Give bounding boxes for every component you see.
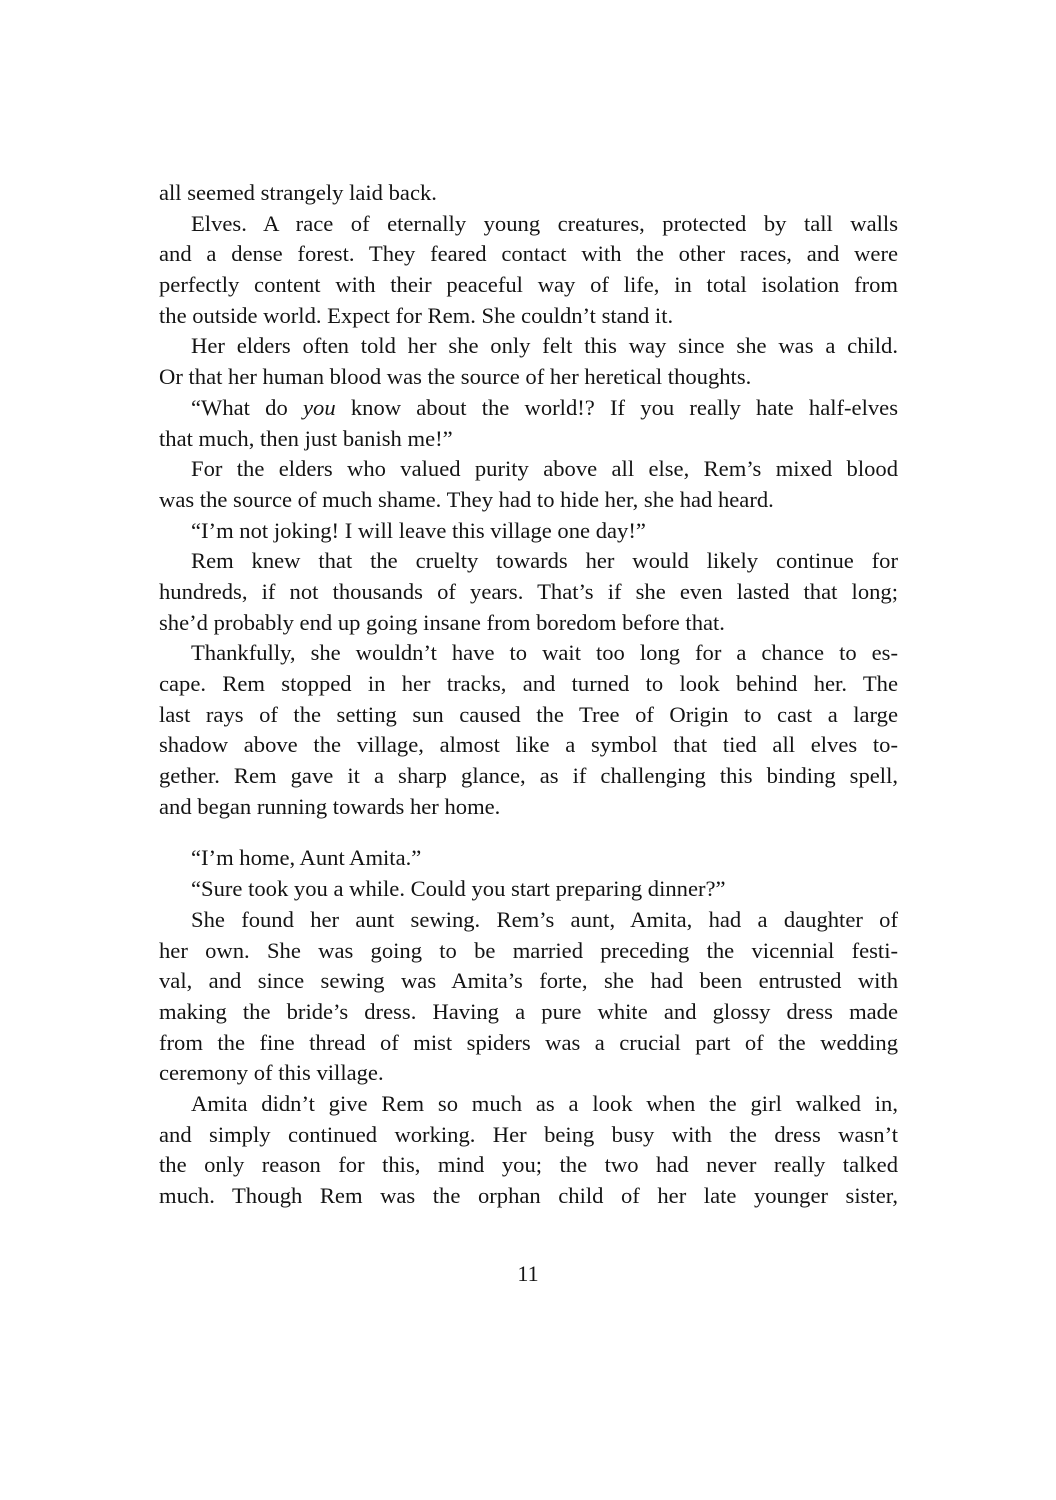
paragraph-dialogue [159,874,898,905]
text-line: Or that her human blood was the source of her heretical thoughts. [159,364,752,390]
paragraph [159,1089,898,1212]
text-line: “I’m home, Aunt Amita.” [191,845,422,871]
text-line: was the source of much shame. They had to hide her, she had heard. [159,486,774,512]
text-line: that much, then just banish me!” [159,425,453,451]
text-line: gether. Rem gave it a sharp glance, as if challenging this binding spell, [159,763,898,789]
paragraph-dialogue [159,393,898,454]
text-line: ceremony of this village. [159,1060,384,1086]
paragraph [159,546,898,638]
paragraph [159,209,898,332]
body-text [159,178,898,1212]
text-line: all seemed strangely laid back. [159,180,437,205]
text-line: cape. Rem stopped in her tracks, and turned to look behind her. The [159,671,898,696]
paragraph-dialogue [159,843,898,874]
text-line: last rays of the setting sun caused the Tree of Origin to cast a large [159,701,898,727]
paragraph [159,638,898,822]
text-line: Thankfully, she wouldn’t have to wait too long for a chance to es- [191,640,898,666]
paragraph-dialogue [159,516,898,547]
paragraph [159,331,898,392]
paragraph [159,905,898,1089]
text-line: Her elders often told her she only felt this way since she was a child. [191,333,898,359]
text-line: her own. She was going to be married preceding the vicennial festi- [159,937,898,963]
text-line: val, and since sewing was Amita’s forte, she had been entrusted with [159,968,898,994]
text-line: hundreds, if not thousands of years. That’s if she even lasted that long; [159,578,898,604]
text-line: Elves. A race of eternally young creatures, protected by tall walls [191,210,898,236]
text-line: much. Though Rem was the orphan child of her late younger sister, [159,1183,898,1208]
text-line: from the fine thread of mist spiders was a crucial part of the wedding [159,1029,898,1055]
text-line: and simply continued working. Her being busy with the dress wasn’t [159,1121,898,1147]
text-line: “Sure took you a while. Could you start preparing dinner?” [191,876,726,902]
text-line: the only reason for this, mind you; the two had never really talked [159,1152,898,1178]
text-line: Amita didn’t give Rem so much as a look when the girl walked in, [191,1090,898,1116]
paragraph [159,454,898,515]
text-line [159,393,898,424]
text-line: Rem knew that the cruelty towards her would likely continue for [191,548,898,574]
section-break [159,822,898,843]
text-line: she’d probably end up going insane from boredom before that. [159,609,725,635]
text-line: perfectly content with their peaceful way of life, in total isolation from [159,272,898,298]
paragraph [159,178,898,209]
text-line: She found her aunt sewing. Rem’s aunt, Amita, had a daughter of [191,906,898,932]
text-line: and began running towards her home. [159,793,501,819]
text-line: shadow above the village, almost like a symbol that tied all elves to- [159,732,898,758]
text-line: making the bride’s dress. Having a pure white and glossy dress made [159,998,898,1024]
text-line: “I’m not joking! I will leave this village one day!” [191,517,646,543]
text-line: the outside world. Expect for Rem. She couldn’t stand it. [159,302,674,328]
text-line: and a dense forest. They feared contact with the other races, and were [159,241,898,267]
text-line: For the elders who valued purity above all else, Rem’s mixed blood [191,456,898,482]
page-number: 11 [517,1261,539,1286]
emphasis-text: you [303,394,336,420]
text-run: “What do [191,394,303,420]
text-run: know about the world!? If you really hate half-elves [335,394,898,420]
